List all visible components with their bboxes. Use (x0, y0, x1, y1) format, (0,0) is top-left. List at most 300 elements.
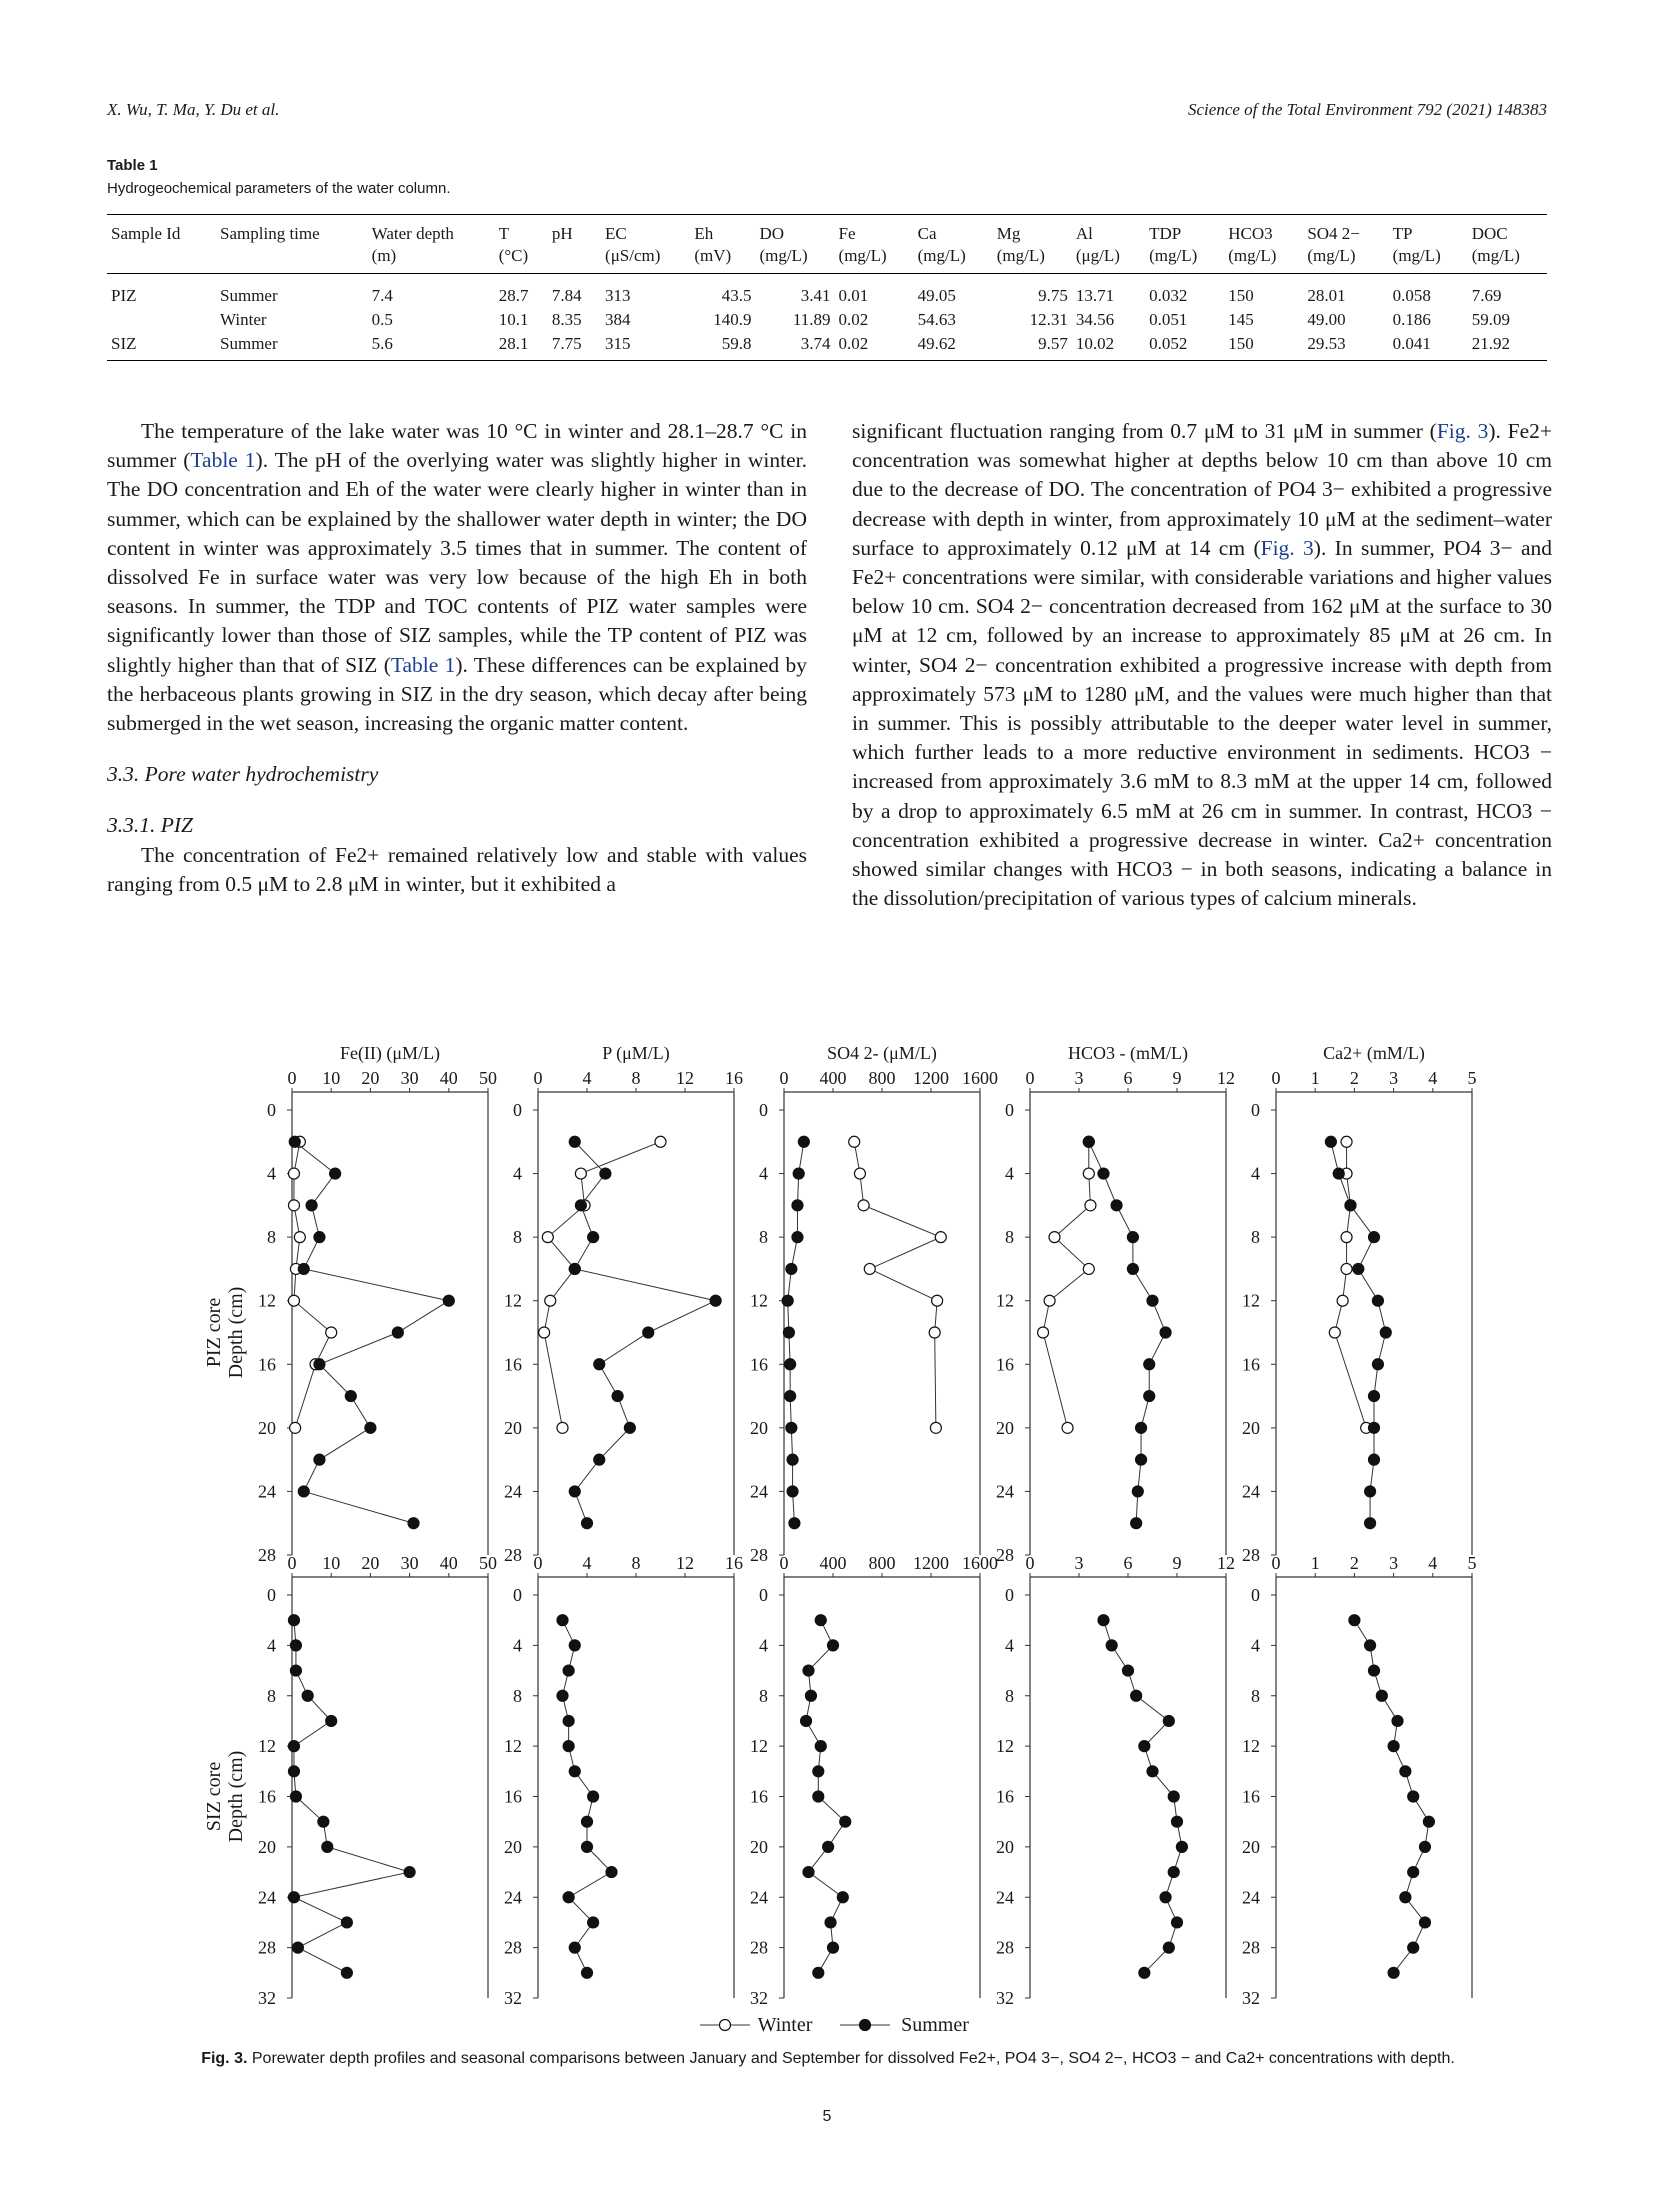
table-body (107, 274, 1547, 361)
y-tick-label: 8 (267, 1685, 276, 1706)
summer-point (785, 1359, 796, 1370)
table-cell: 59.09 (1471, 310, 1510, 329)
summer-point (392, 1327, 403, 1338)
summer-point (408, 1518, 419, 1529)
summer-point (1132, 1486, 1143, 1497)
summer-point (828, 1942, 839, 1953)
summer-point (785, 1391, 796, 1402)
y-tick-label: 24 (750, 1481, 768, 1502)
y-tick-label: 8 (1251, 1685, 1260, 1706)
summer-point (298, 1486, 309, 1497)
summer-point (1380, 1327, 1391, 1338)
summer-point (1369, 1422, 1380, 1433)
winter-point (858, 1200, 869, 1211)
y-tick-label: 28 (750, 1937, 768, 1958)
summer-point (588, 1917, 599, 1928)
winter-point (1038, 1327, 1049, 1338)
summer-point (1408, 1791, 1419, 1802)
summer-point (840, 1816, 851, 1827)
summer-point (563, 1715, 574, 1726)
subsection-heading: 3.3.1. PIZ (107, 813, 193, 838)
x-tick-label: 16 (725, 1553, 743, 1573)
x-tick-label: 5 (1467, 1553, 1477, 1573)
y-tick-label: 0 (513, 1585, 522, 1605)
y-tick-label: 28 (1242, 1545, 1260, 1565)
summer-point (569, 1136, 580, 1147)
figure-ref-link[interactable]: Fig. 3 (1260, 535, 1314, 560)
summer-point (341, 1917, 352, 1928)
y-tick-label: 8 (1251, 1227, 1260, 1248)
summer-point (1106, 1640, 1117, 1651)
table-cell: 54.63 (917, 310, 956, 329)
table-row (107, 274, 1547, 309)
summer-point (1131, 1690, 1142, 1701)
y-tick-label: 20 (504, 1836, 522, 1857)
x-tick-label: 0 (287, 1553, 297, 1573)
winter-point (1341, 1263, 1352, 1274)
winter-point (1062, 1422, 1073, 1433)
summer-point (1423, 1816, 1434, 1827)
legend-winter-label: Winter (757, 2014, 813, 2036)
x-tick-label: 800 (868, 1553, 896, 1573)
summer-point (801, 1715, 812, 1726)
summer-point (1345, 1200, 1356, 1211)
table-cell: 7.4 (371, 286, 393, 305)
summer-point (322, 1841, 333, 1852)
y-tick-label: 24 (750, 1887, 768, 1908)
table-caption: Hydrogeochemical parameters of the water column. (107, 180, 451, 197)
summer-point (582, 1518, 593, 1529)
summer-point (1136, 1454, 1147, 1465)
table-cell: 150 (1228, 334, 1254, 353)
table-cell: 384 (605, 310, 631, 329)
y-tick-label: 32 (258, 1988, 276, 2008)
y-tick-label: 20 (258, 1417, 276, 1438)
table-cell: 13.71 (1075, 286, 1115, 305)
table-cell: 10.02 (1075, 334, 1115, 353)
x-tick-label: 12 (676, 1068, 694, 1088)
y-tick-label: 0 (513, 1100, 522, 1120)
summer-point (828, 1640, 839, 1651)
y-tick-label: 12 (1242, 1290, 1260, 1311)
y-tick-label: 24 (504, 1887, 522, 1908)
table-cell: Summer (220, 286, 278, 305)
y-tick-label: 4 (267, 1635, 276, 1656)
y-tick-label: 12 (258, 1736, 276, 1757)
table-cell: 315 (605, 334, 631, 353)
y-tick-label: 28 (504, 1545, 522, 1565)
y-tick-label: 8 (513, 1685, 522, 1706)
table-cell: 0.032 (1149, 286, 1188, 305)
y-tick-label: 8 (513, 1227, 522, 1248)
summer-point (782, 1295, 793, 1306)
legend-summer-label: Summer (901, 2014, 969, 2036)
table-col-header: DOC (mg/L) (1471, 224, 1520, 265)
y-tick-label: 12 (750, 1736, 768, 1757)
running-header-authors: X. Wu, T. Ma, Y. Du et al. (107, 100, 280, 119)
figure-ref-link[interactable]: Fig. 3 (1436, 419, 1489, 443)
summer-point (1365, 1518, 1376, 1529)
table-cell: 0.052 (1149, 334, 1188, 353)
summer-point (606, 1867, 617, 1878)
summer-point (326, 1715, 337, 1726)
x-tick-label: 10 (322, 1068, 341, 1088)
table-col-header: TP (mg/L) (1392, 224, 1441, 265)
x-tick-label: 400 (819, 1068, 847, 1088)
summer-point (588, 1232, 599, 1243)
summer-point (594, 1454, 605, 1465)
y-tick-label: 4 (1251, 1163, 1260, 1184)
y-tick-label: 12 (504, 1736, 522, 1757)
x-tick-label: 30 (400, 1068, 419, 1088)
panel-title: Ca2+ (mM/L) (1323, 1043, 1425, 1063)
summer-point (290, 1791, 301, 1802)
summer-point (588, 1791, 599, 1802)
x-tick-label: 0 (1271, 1553, 1281, 1573)
table-cell: 28.01 (1307, 286, 1346, 305)
depth-axis-label: Depth (cm) (225, 1750, 247, 1843)
summer-point (563, 1665, 574, 1676)
y-tick-label: 20 (750, 1836, 768, 1857)
table-cell: 0.186 (1392, 310, 1431, 329)
y-tick-label: 20 (996, 1417, 1014, 1438)
y-tick-label: 16 (258, 1354, 276, 1375)
table-col-header: EC (μS/cm) (605, 224, 661, 265)
winter-point (545, 1295, 556, 1306)
summer-point (792, 1232, 803, 1243)
summer-point (1372, 1295, 1383, 1306)
summer-point (557, 1615, 568, 1626)
y-tick-label: 0 (759, 1585, 768, 1605)
summer-point (1408, 1942, 1419, 1953)
x-tick-label: 1600 (962, 1553, 998, 1573)
winter-point (655, 1136, 666, 1147)
y-tick-label: 20 (258, 1836, 276, 1857)
x-tick-label: 3 (1389, 1068, 1399, 1088)
table-col-header: HCO3 (mg/L) (1228, 224, 1277, 265)
table-cell: 34.56 (1075, 310, 1115, 329)
x-tick-label: 16 (725, 1068, 743, 1088)
summer-point (1127, 1263, 1138, 1274)
summer-point (1369, 1665, 1380, 1676)
summer-point (813, 1967, 824, 1978)
summer-point (330, 1168, 341, 1179)
summer-point (1353, 1263, 1364, 1274)
winter-point (542, 1232, 553, 1243)
y-tick-label: 16 (750, 1354, 768, 1375)
table-col-header: SO4 2− (mg/L) (1307, 224, 1360, 265)
summer-point (798, 1136, 809, 1147)
table-row (107, 332, 1547, 361)
y-tick-label: 32 (750, 1988, 768, 2008)
paragraph-piz-cont: significant fluctuation ranging from 0.7 μM to 31 μM in summer (Fig. 3). Fe2+ concentration was somewhat higher at depths below 10 cm than above 10 cm due to the decrease of DO. The concentration of PO4 3− exhibited a progressive decrease with depth in winter, from approximately 10 μM at the sediment–water surface to approximately 0.12 μM at 14 cm (Fig. 3). In summer, PO4 3− and Fe2+ concentrations were similar, with considerable variations and higher values below 10 cm. SO4 2− concentration decreased from 162 μM at the surface to 30 μM at 12 cm, followed by an increase to approximately 85 μM at 26 cm. In winter, SO4 2− concentration exhibited a progressive increase with depth from approximately 573 μM to 1280 μM, and the values were much higher than that in summer. This is possibly attributable to the deeper water level in summer, which further leads to a more reductive environment in sediments. HCO3 − increased from approximately 3.6 mM to 8.3 mM at the upper 14 cm, followed by a drop to approximately 6.5 mM at 26 cm in summer. In contrast, HCO3 − concentration exhibited a progressive decrease in winter. Ca2+ concentration showed similar changes with HCO3 − in both seasons, indicating a balance in the dissolution/precipitation of various types of calcium minerals. (852, 419, 1552, 911)
y-tick-label: 24 (1242, 1481, 1260, 1502)
summer-point (1163, 1715, 1174, 1726)
y-tick-label: 4 (513, 1163, 522, 1184)
summer-point (600, 1168, 611, 1179)
table-cell: 10.1 (498, 310, 529, 329)
y-tick-label: 24 (258, 1481, 276, 1502)
page-number: 5 (822, 2108, 832, 2125)
table-col-header: DO (mg/L) (759, 224, 808, 265)
summer-point (1144, 1391, 1155, 1402)
y-tick-label: 0 (1005, 1100, 1014, 1120)
winter-point (1083, 1168, 1094, 1179)
summer-point (624, 1422, 635, 1433)
summer-point (569, 1486, 580, 1497)
y-tick-label: 20 (996, 1836, 1014, 1857)
summer-point (1111, 1200, 1122, 1211)
table-col-header: Water depth (m) (371, 224, 454, 265)
summer-point (306, 1200, 317, 1211)
summer-series-line (1089, 1142, 1166, 1523)
summer-point (783, 1327, 794, 1338)
legend-summer-marker (860, 2020, 871, 2031)
table-col-header: Eh (mV) (694, 224, 732, 265)
table-cell: 0.02 (838, 310, 869, 329)
summer-point (805, 1690, 816, 1701)
x-tick-label: 1 (1310, 1068, 1320, 1088)
section-heading: 3.3. Pore water hydrochemistry (107, 762, 379, 787)
hydrochem-table (107, 214, 1547, 361)
summer-point (815, 1615, 826, 1626)
winter-point (1044, 1295, 1055, 1306)
figure-caption: Fig. 3. Porewater depth profiles and seasonal comparisons between January and September for dissolved Fe2+, PO4 3−, SO4 2−, HCO3 − and Ca2+ concentrations with depth. (201, 2050, 1455, 2067)
y-tick-label: 32 (996, 1988, 1014, 2008)
panel-title: P (μM/L) (602, 1043, 670, 1063)
table-cell: 0.041 (1392, 334, 1431, 353)
summer-point (1127, 1232, 1138, 1243)
summer-point (1098, 1615, 1109, 1626)
y-tick-label: 8 (759, 1685, 768, 1706)
winter-point (929, 1327, 940, 1338)
table-ref-link[interactable]: Table 1 (390, 652, 456, 677)
summer-point (582, 1841, 593, 1852)
x-tick-label: 4 (582, 1553, 592, 1573)
summer-point (786, 1422, 797, 1433)
y-tick-label: 16 (504, 1354, 522, 1375)
table-label: Table 1 (107, 157, 158, 174)
table-col-header: Ca (mg/L) (917, 224, 966, 265)
table-cell: 0.5 (371, 310, 393, 329)
summer-point (443, 1295, 454, 1306)
paragraph-temperature: The temperature of the lake water was 10 °C in winter and 28.1–28.7 °C in summer (Table 1). The pH of the overlying water was slightly higher in winter. The DO concentration and Eh of the water were clearly higher in winter than in summer, which can be explained by the shallower water depth in winter; the DO content in winter was approximately 3.5 times that in summer. The content of dissolved Fe in surface water was very low because of the high Eh in both seasons. In summer, the TDP and TOC contents of PIZ water samples were significantly lower than those of SIZ samples, while the TP content of PIZ was slightly higher than that of SIZ (Table 1). These differences can be explained by the herbaceous plants growing in SIZ in the dry season, which decay after being submerged in the wet season, increasing the organic matter content. (107, 419, 807, 736)
summer-point (1376, 1690, 1387, 1701)
x-tick-label: 12 (676, 1553, 694, 1573)
summer-point (290, 1665, 301, 1676)
summer-point (569, 1640, 580, 1651)
summer-point (288, 1615, 299, 1626)
x-tick-label: 0 (779, 1068, 789, 1088)
summer-point (1160, 1892, 1171, 1903)
summer-point (813, 1766, 824, 1777)
x-tick-label: 6 (1123, 1068, 1133, 1088)
table-cell: 0.058 (1392, 286, 1431, 305)
summer-point (1168, 1867, 1179, 1878)
y-tick-label: 20 (504, 1417, 522, 1438)
winter-point (290, 1422, 301, 1433)
summer-point (1172, 1917, 1183, 1928)
table-cell: 0.01 (838, 286, 869, 305)
x-tick-label: 9 (1172, 1068, 1182, 1088)
table-cell: 7.84 (551, 286, 582, 305)
table-ref-link[interactable]: Table 1 (190, 448, 256, 473)
summer-point (1400, 1766, 1411, 1777)
y-tick-label: 28 (504, 1937, 522, 1958)
summer-point (1369, 1232, 1380, 1243)
summer-point (612, 1391, 623, 1402)
summer-point (787, 1486, 798, 1497)
summer-point (298, 1263, 309, 1274)
table-cell: 145 (1228, 310, 1254, 329)
y-tick-label: 12 (996, 1736, 1014, 1757)
x-tick-label: 4 (1428, 1553, 1438, 1573)
summer-point (786, 1263, 797, 1274)
x-tick-label: 8 (631, 1068, 641, 1088)
winter-point (1341, 1136, 1352, 1147)
table-col-header: TDP (mg/L) (1149, 224, 1198, 265)
y-tick-label: 16 (996, 1786, 1014, 1807)
summer-point (1176, 1841, 1187, 1852)
x-tick-label: 0 (533, 1553, 543, 1573)
y-tick-label: 4 (1005, 1163, 1014, 1184)
table-col-header: Sampling time (220, 224, 320, 243)
panel-title: HCO3 - (mM/L) (1068, 1043, 1188, 1063)
winter-point (1085, 1200, 1096, 1211)
legend-winter-marker (720, 2020, 731, 2031)
summer-point (314, 1232, 325, 1243)
x-tick-label: 800 (868, 1068, 896, 1088)
summer-point (288, 1741, 299, 1752)
y-tick-label: 20 (750, 1417, 768, 1438)
table-cell: Winter (220, 310, 267, 329)
summer-point (314, 1359, 325, 1370)
summer-point (1388, 1967, 1399, 1978)
x-tick-label: 0 (779, 1553, 789, 1573)
x-tick-label: 1200 (913, 1553, 949, 1573)
y-tick-label: 16 (1242, 1786, 1260, 1807)
x-tick-label: 3 (1389, 1553, 1399, 1573)
y-tick-label: 12 (1242, 1736, 1260, 1757)
summer-point (594, 1359, 605, 1370)
x-tick-label: 3 (1074, 1068, 1084, 1088)
y-tick-label: 4 (1251, 1635, 1260, 1656)
summer-point (557, 1690, 568, 1701)
summer-point (575, 1200, 586, 1211)
summer-point (1139, 1967, 1150, 1978)
summer-point (1147, 1295, 1158, 1306)
summer-point (1372, 1359, 1383, 1370)
table-cell: 49.00 (1307, 310, 1346, 329)
table-cell: 7.75 (551, 334, 582, 353)
summer-point (1098, 1168, 1109, 1179)
y-tick-label: 16 (750, 1786, 768, 1807)
y-tick-label: 28 (258, 1937, 276, 1958)
x-tick-label: 0 (1271, 1068, 1281, 1088)
summer-point (1333, 1168, 1344, 1179)
x-tick-label: 2 (1349, 1068, 1359, 1088)
y-tick-label: 20 (1242, 1836, 1260, 1857)
summer-point (787, 1454, 798, 1465)
winter-point (1049, 1232, 1060, 1243)
summer-point (1172, 1816, 1183, 1827)
winter-point (1329, 1327, 1340, 1338)
table-cell: 0.02 (838, 334, 869, 353)
x-tick-label: 2 (1349, 1553, 1359, 1573)
winter-point (864, 1263, 875, 1274)
panel-title: SO4 2- (μM/L) (827, 1043, 937, 1063)
table-cell: 3.74 (800, 334, 831, 353)
y-tick-label: 0 (1251, 1585, 1260, 1605)
summer-point (803, 1867, 814, 1878)
summer-point (1168, 1791, 1179, 1802)
y-tick-label: 16 (996, 1354, 1014, 1375)
winter-point (849, 1136, 860, 1147)
table-cell: PIZ (111, 286, 137, 305)
y-tick-label: 12 (504, 1290, 522, 1311)
summer-point (1419, 1841, 1430, 1852)
winter-series-line (854, 1142, 941, 1428)
y-tick-label: 0 (267, 1100, 276, 1120)
summer-point (365, 1422, 376, 1433)
left-text-column (107, 417, 807, 899)
y-tick-label: 4 (1005, 1635, 1014, 1656)
table-header-row (107, 215, 1547, 274)
summer-point (823, 1841, 834, 1852)
summer-point (582, 1967, 593, 1978)
x-tick-label: 12 (1217, 1068, 1235, 1088)
summer-point (1419, 1917, 1430, 1928)
summer-point (643, 1327, 654, 1338)
table-col-header: Fe (mg/L) (838, 224, 887, 265)
table-cell: 9.75 (1038, 286, 1068, 305)
winter-point (1341, 1232, 1352, 1243)
x-tick-label: 9 (1172, 1553, 1182, 1573)
y-tick-label: 0 (1005, 1585, 1014, 1605)
paragraph-piz: The concentration of Fe2+ remained relatively low and stable with values ranging from 0.5 μM to 2.8 μM in winter, but it exhibited a (107, 842, 807, 896)
x-tick-label: 20 (361, 1068, 380, 1088)
summer-point (563, 1892, 574, 1903)
core-label: SIZ core (203, 1761, 225, 1832)
summer-point (815, 1741, 826, 1752)
x-tick-label: 0 (533, 1068, 543, 1088)
x-tick-label: 5 (1467, 1068, 1477, 1088)
y-tick-label: 20 (1242, 1417, 1260, 1438)
x-tick-label: 10 (322, 1553, 341, 1573)
winter-point (854, 1168, 865, 1179)
winter-series-line (1335, 1142, 1366, 1428)
x-tick-label: 1 (1310, 1553, 1320, 1573)
y-tick-label: 32 (504, 1988, 522, 2008)
table-col-header: T (°C) (498, 224, 529, 265)
y-tick-label: 28 (258, 1545, 276, 1565)
summer-point (710, 1295, 721, 1306)
summer-point (1131, 1518, 1142, 1529)
table-cell: 7.69 (1471, 286, 1502, 305)
summer-point (1139, 1741, 1150, 1752)
y-tick-label: 24 (504, 1481, 522, 1502)
table-cell: 21.92 (1471, 334, 1510, 353)
summer-point (1369, 1391, 1380, 1402)
x-tick-label: 12 (1217, 1553, 1235, 1573)
core-label: PIZ core (203, 1297, 225, 1368)
summer-point (792, 1200, 803, 1211)
summer-point (292, 1942, 303, 1953)
summer-point (341, 1967, 352, 1978)
table-cell: 11.89 (792, 310, 831, 329)
summer-point (569, 1766, 580, 1777)
summer-point (314, 1454, 325, 1465)
